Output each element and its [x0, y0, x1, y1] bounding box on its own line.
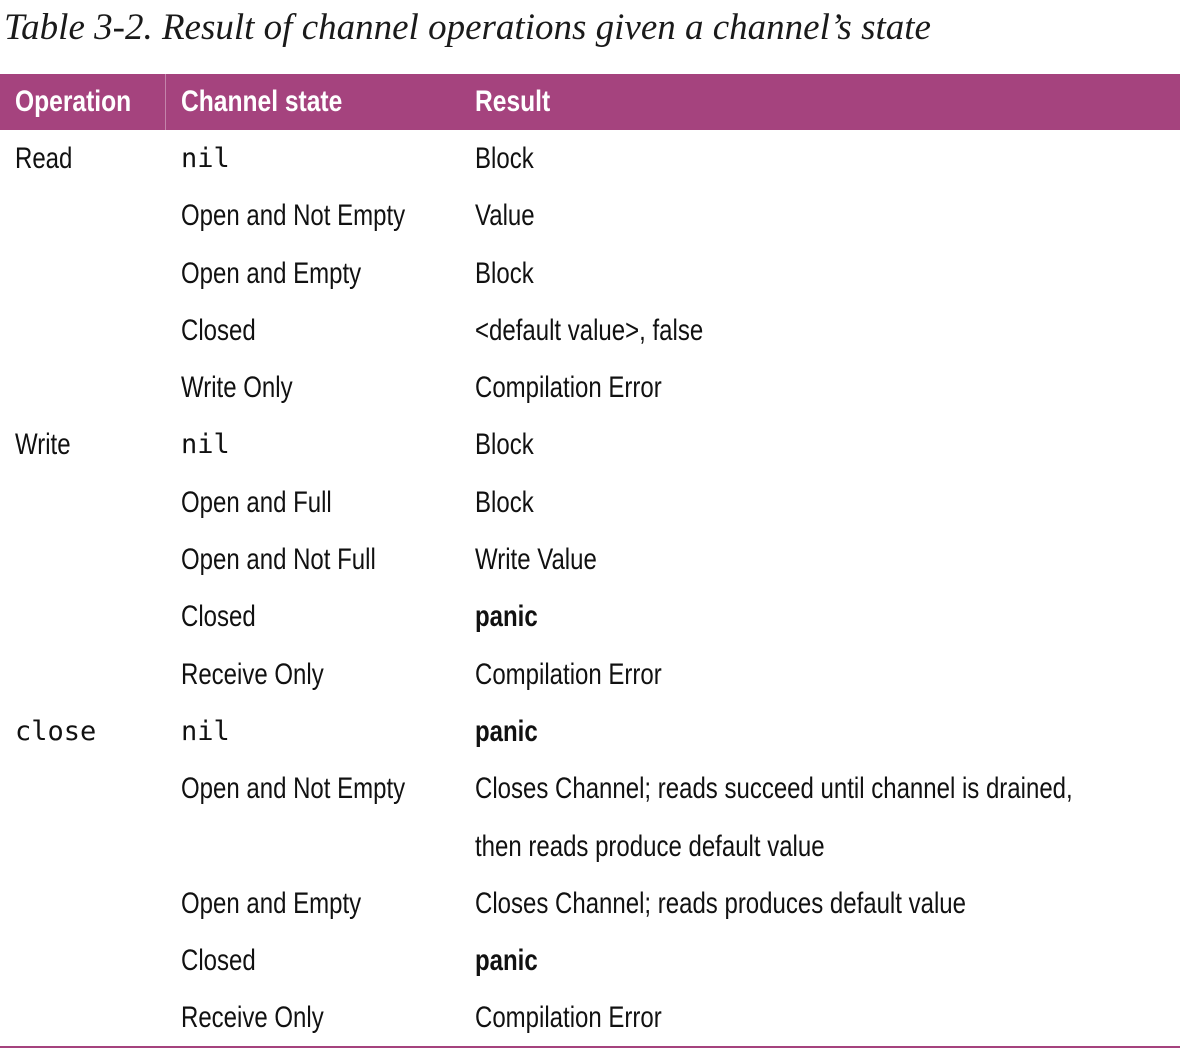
state-cell: Open and Not Empty: [181, 772, 406, 806]
channel-operations-table: [0, 74, 1180, 1047]
state-cell: Open and Full: [181, 485, 332, 519]
state-cell: nil: [181, 715, 230, 747]
result-cell: Closes Channel; reads produces default value: [475, 886, 966, 920]
result-cell: Compilation Error: [475, 371, 662, 405]
state-cell: Open and Empty: [181, 256, 362, 290]
header-result: Result: [475, 85, 551, 118]
table-row: [0, 359, 1180, 416]
state-cell: Open and Not Full: [181, 543, 376, 577]
state-cell: Open and Not Empty: [181, 199, 406, 233]
result-cell: Block: [475, 428, 534, 462]
table-row: [0, 531, 1180, 588]
result-cell: Block: [475, 485, 534, 519]
result-cell: Compilation Error: [475, 1001, 662, 1035]
state-cell: nil: [181, 429, 230, 461]
result-cell: Compilation Error: [475, 657, 662, 691]
table-body: [0, 130, 1180, 1047]
table-row: [0, 989, 1180, 1046]
result-cell: panic: [475, 714, 538, 748]
table-row: [0, 703, 1180, 760]
header-operation: Operation: [15, 85, 132, 118]
header-channel-state: Channel state: [181, 85, 343, 118]
table-row: [0, 875, 1180, 932]
table-row: [0, 130, 1180, 187]
table-row: [0, 818, 1180, 875]
result-cell: then reads produce default value: [475, 829, 825, 863]
result-cell: Block: [475, 256, 534, 290]
result-cell: <default value>, false: [475, 313, 704, 347]
state-cell: Closed: [181, 944, 256, 978]
state-cell: Open and Empty: [181, 886, 362, 920]
table-row: [0, 302, 1180, 359]
table-row: [0, 187, 1180, 244]
result-cell: Value: [475, 199, 535, 233]
table-caption: Table 3-2. Result of channel operations given a channel’s state: [4, 7, 931, 48]
operation-cell: close: [15, 715, 97, 747]
state-cell: nil: [181, 143, 230, 174]
state-cell: Receive Only: [181, 1001, 324, 1035]
table-bottom-rule: [0, 1046, 1180, 1048]
result-cell: Block: [475, 142, 534, 175]
result-cell: panic: [475, 944, 538, 978]
state-cell: Closed: [181, 600, 256, 634]
table-row: [0, 760, 1180, 817]
table-row: [0, 245, 1180, 302]
result-cell: panic: [475, 600, 538, 634]
table-row: [0, 416, 1180, 473]
table-row: [0, 646, 1180, 703]
table-row: [0, 474, 1180, 531]
table-row: [0, 588, 1180, 645]
table-row: [0, 932, 1180, 989]
result-cell: Write Value: [475, 543, 597, 577]
operation-cell: Read: [15, 142, 73, 175]
state-cell: Closed: [181, 313, 256, 347]
header-divider: [165, 74, 166, 130]
state-cell: Write Only: [181, 371, 293, 405]
operation-cell: Write: [15, 428, 71, 462]
table-header: [0, 74, 1180, 130]
result-cell: Closes Channel; reads succeed until channel is drained,: [475, 772, 1073, 806]
state-cell: Receive Only: [181, 657, 324, 691]
